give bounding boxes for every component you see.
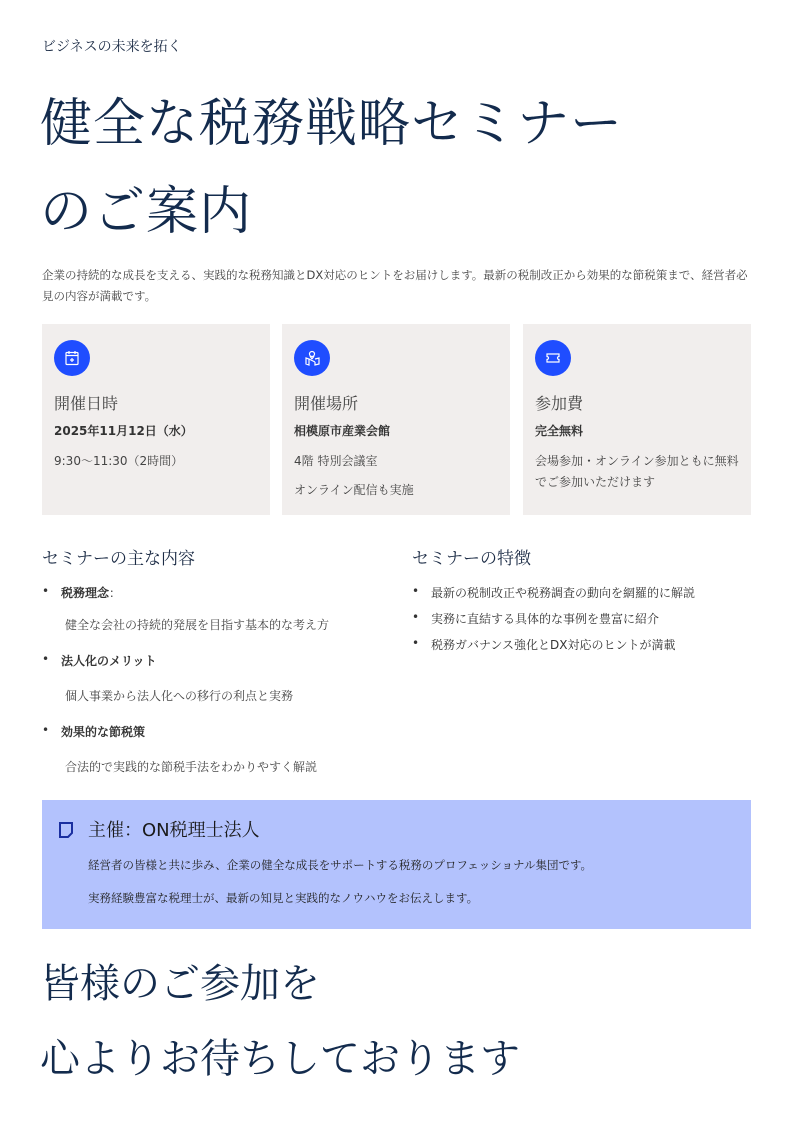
card-venue <box>282 324 510 515</box>
contents-list <box>42 584 382 775</box>
page-title <box>40 80 623 256</box>
ticket-icon <box>535 340 571 376</box>
card-datetime <box>42 324 270 515</box>
organizer-line: 実務経験豊富な税理士が、最新の知見と実践的なノウハウをお伝えします。 <box>88 891 479 905</box>
organizer-line: 経営者の皆様と共に歩み、企業の健全な成長をサポートする税務のプロフェッショナル集団です。 <box>88 858 593 872</box>
organizer-box <box>42 800 751 929</box>
item-label: 税務理念 <box>61 586 110 600</box>
list-item <box>42 723 382 740</box>
list-item: • 最新の税制改正や税務調査の動向を網羅的に解説 <box>412 584 752 601</box>
contents-heading: セミナーの主な内容 <box>42 549 195 569</box>
card-time: 9:30〜11:30（2時間） <box>54 454 184 468</box>
calendar-icon <box>54 340 90 376</box>
item-desc: 個人事業から法人化への移行の利点と実務 <box>65 689 294 703</box>
subtitle: ビジネスの未来を拓く <box>42 39 182 55</box>
map-pin-icon <box>294 340 330 376</box>
card-title: 参加費 <box>535 394 584 413</box>
title-line: 健全な税務戦略セミナー <box>40 94 624 154</box>
card-line: 4階 特別会議室 <box>294 454 378 468</box>
closing-line: 心よりお待ちしております <box>40 1036 520 1082</box>
card-title: 開催日時 <box>54 394 119 413</box>
card-line: オンライン配信も実施 <box>294 483 414 497</box>
list-item <box>42 652 382 669</box>
organizer-title: 主催：ON税理士法人 <box>88 820 260 841</box>
features-heading: セミナーの特徴 <box>412 549 531 569</box>
item-desc: 健全な会社の持続的発展を目指す基本的な考え方 <box>65 618 330 632</box>
card-venue-name: 相模原市産業会館 <box>294 424 391 438</box>
list-item <box>42 584 382 601</box>
closing-line: 皆様のご参加を <box>40 961 320 1007</box>
item-desc: 合法的で実践的な節税手法をわかりやすく解説 <box>65 760 318 774</box>
item-label: 効果的な節税策 <box>61 725 146 739</box>
card-fee <box>523 324 751 515</box>
card-line: 会場参加・オンライン参加ともに無料でご参加いただけます <box>535 454 739 489</box>
list-item: • 税務ガバナンス強化とDX対応のヒントが満載 <box>412 636 752 653</box>
document-icon <box>58 821 74 843</box>
description: 企業の持続的な成長を支える、実践的な税務知識とDX対応のヒントをお届けします。最新の税制改正から効果的な節税策まで、経営者必見の内容が満載です。 <box>42 268 748 303</box>
card-title: 開催場所 <box>294 394 359 413</box>
card-fee-value: 完全無料 <box>535 424 584 438</box>
title-line: のご案内 <box>40 182 253 242</box>
card-date: 2025年11月12日（水） <box>54 424 193 438</box>
item-suffix: ： <box>109 586 122 600</box>
features-list <box>412 584 752 653</box>
list-item: • 実務に直結する具体的な事例を豊富に紹介 <box>412 610 752 627</box>
item-label: 法人化のメリット <box>61 654 157 668</box>
